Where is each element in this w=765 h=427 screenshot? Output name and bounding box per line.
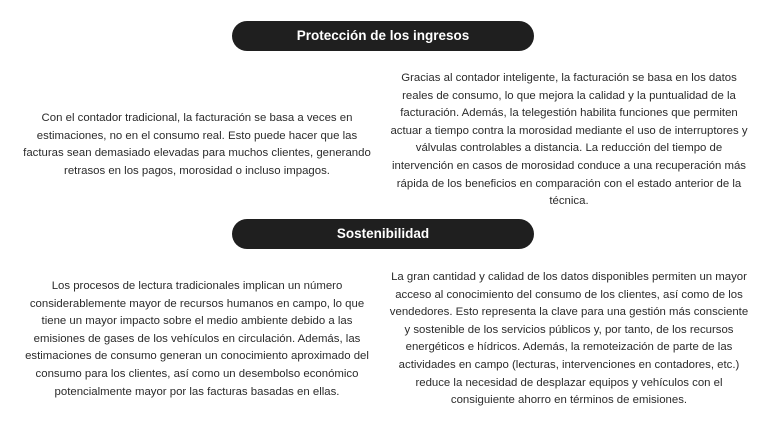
section-title-sustainability: Sostenibilidad [232, 219, 534, 249]
smart-data-sustainability-paragraph: La gran cantidad y calidad de los datos disponibles permiten un mayor acceso al conocimiento del consumo de los clientes, así como de los vendedores. Esto representa la clave para una gestión más consciente y sostenible de los servicios públicos y, por tanto, de los recursos energéticos e hídricos. Además, la remoteización de parte de las actividades en campo (lecturas, intervenciones en contadores, etc.) reduce la necesidad de desplazar equipos y vehículos con el consiguiente ahorro en términos de emisiones. [389, 271, 749, 407]
smart-meter-billing-paragraph: Gracias al contador inteligente, la facturación se basa en los datos reales de consumo, lo que mejora la calidad y la puntualidad de la facturación. Además, la telegestión habilita funciones que permiten actuar a tiempo contra la morosidad mediante el uso de interruptores y válvulas controlables a distancia. La reducción del tiempo de intervención en casos de morosidad conduce a una recuperación más rápida de los beneficios en comparación con el estado anterior de la técnica. [390, 72, 748, 208]
traditional-reading-sustainability-paragraph: Los procesos de lectura tradicionales implican un número considerablemente mayor de recursos humanos en campo, lo que tiene un mayor impacto sobre el medio ambiente debido a las emisiones de gases de los vehículos en circulación. Además, las estimaciones de consumo generan un conocimiento aproximado del consumo para los clientes, así como un desembolso económico potencialmente mayor por las facturas basadas en ellas. [25, 280, 369, 398]
section-title-revenue-protection: Protección de los ingresos [232, 21, 534, 51]
traditional-meter-billing-paragraph: Con el contador tradicional, la facturación se basa a veces en estimaciones, no en el consumo real. Esto puede hacer que las facturas sean demasiado elevadas para muchos clientes, generando retrasos en los pagos, morosidad o incluso impagos. [23, 112, 371, 177]
